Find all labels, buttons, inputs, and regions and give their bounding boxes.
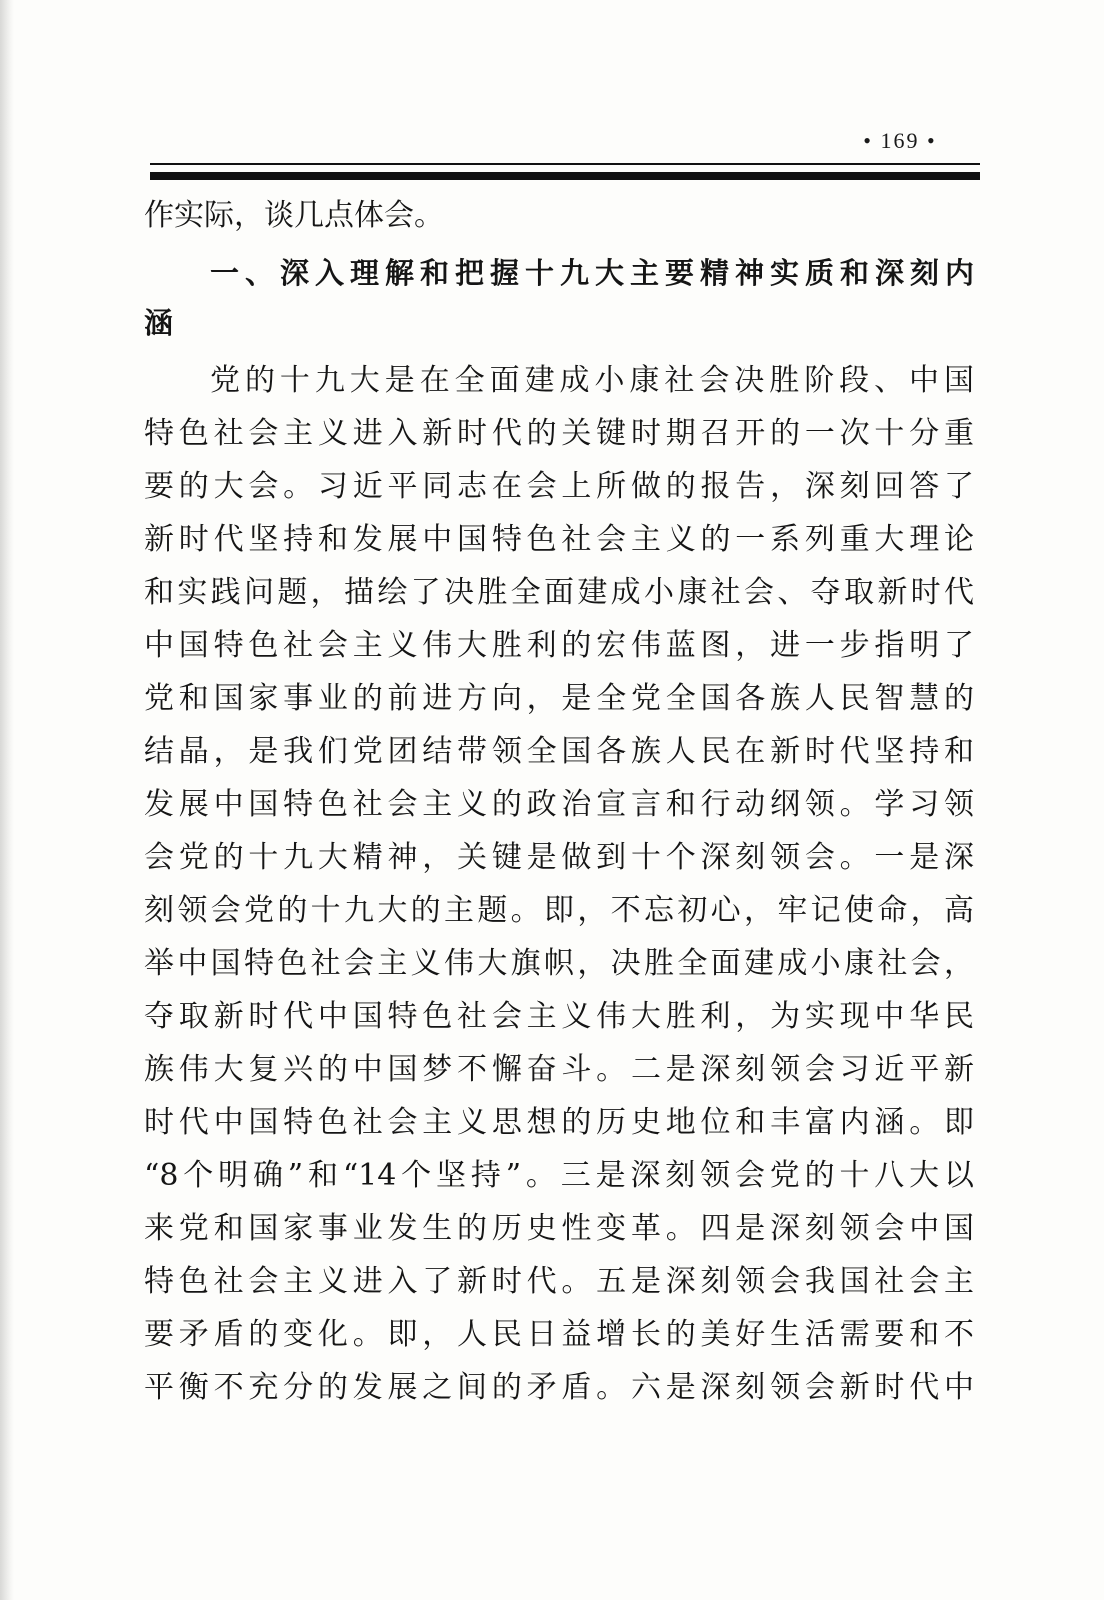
text-line: 要的大会。习近平同志在会上所做的报告，深刻回答了 [144, 469, 974, 504]
text-line: 中国特色社会主义伟大胜利的宏伟蓝图，进一步指明了 [144, 628, 974, 663]
text-line: 刻领会党的十九大的主题。即，不忘初心，牢记使命，高 [144, 893, 974, 928]
text-line: 特色社会主义进入了新时代。五是深刻领会我国社会主 [144, 1264, 974, 1299]
scan-edge-shadow [0, 0, 14, 1600]
text-line: 特色社会主义进入新时代的关键时期召开的一次十分重 [144, 416, 974, 451]
text-line: 作实际，谈几点体会。 [144, 198, 444, 233]
text-line: 新时代坚持和发展中国特色社会主义的一系列重大理论 [144, 522, 974, 557]
text-line: 举中国特色社会主义伟大旗帜，决胜全面建成小康社会， [144, 946, 974, 981]
text-line: 发展中国特色社会主义的政治宣言和行动纲领。学习领 [144, 787, 974, 822]
text-line: 结晶，是我们党团结带领全国各族人民在新时代坚持和 [144, 734, 974, 769]
text-line: 要矛盾的变化。即，人民日益增长的美好生活需要和不 [144, 1317, 974, 1352]
text-line: 夺取新时代中国特色社会主义伟大胜利，为实现中华民 [144, 999, 974, 1034]
text-line: “8个明确”和“14个坚持”。三是深刻领会党的十八大以 [144, 1158, 974, 1193]
text-line: 和实践问题，描绘了决胜全面建成小康社会、夺取新时代 [144, 575, 974, 610]
text-line: 族伟大复兴的中国梦不懈奋斗。二是深刻领会习近平新 [144, 1052, 974, 1087]
page-number: • 169 • [863, 128, 937, 153]
paragraph-first-line: 党的十九大是在全面建成小康社会决胜阶段、中国 [210, 363, 974, 398]
header-rule-thick [150, 172, 980, 180]
text-line: 会党的十九大精神，关键是做到十个深刻领会。一是深 [144, 840, 974, 875]
text-line: 来党和国家事业发生的历史性变革。四是深刻领会中国 [144, 1211, 974, 1246]
section-heading: 一、深入理解和把握十九大主要精神实质和深刻内 [210, 256, 974, 290]
header-rule-thin [150, 163, 980, 165]
text-line: 平衡不充分的发展之间的矛盾。六是深刻领会新时代中 [144, 1370, 974, 1405]
section-heading-continuation: 涵 [144, 306, 174, 340]
text-line: 党和国家事业的前进方向，是全党全国各族人民智慧的 [144, 681, 974, 716]
text-line: 时代中国特色社会主义思想的历史地位和丰富内涵。即 [144, 1105, 974, 1140]
